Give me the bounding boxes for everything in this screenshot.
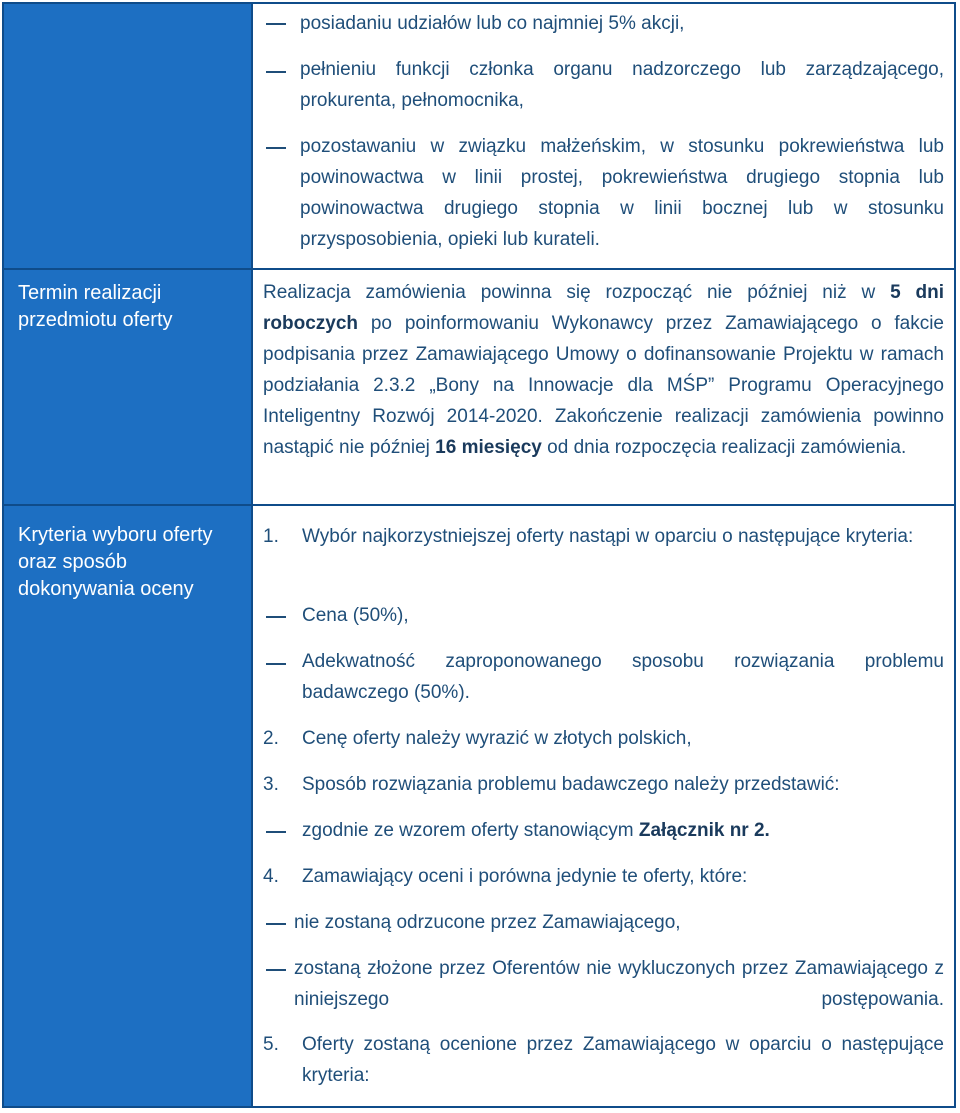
sub-item-text: Cena (50%),: [302, 605, 409, 626]
dash-bullet: [266, 969, 286, 971]
item-number: 5.: [263, 1034, 279, 1055]
item-number: 1.: [263, 526, 279, 547]
item-3-sub-text: zgodnie ze wzorem oferty stanowiącym: [302, 820, 639, 841]
item-text: Oferty zostaną ocenione przez Zamawiającego w oparciu o następujące kryteria:: [302, 1034, 944, 1086]
bullet-text: pozostawaniu w związku małżeńskim, w stosunku pokrewieństwa lub powinowactwa w linii prostej, pokrewieństwa drugiego stopnia lub powinowactwa drugiego stopnia w linii bocznej lub w stosunku przysposobienia, opieki lub kurateli.: [300, 136, 944, 250]
sub-item-text: zostaną złożone przez Oferentów nie wykluczonych przez Zamawiającego z niniejszego postępowania.: [294, 958, 944, 1010]
item-number: 3.: [263, 774, 279, 795]
termin-text-1: Realizacja zamówienia powinna się rozpocząć nie później niż w: [263, 282, 891, 303]
column-divider: [251, 4, 253, 1106]
sub-item-text: [302, 815, 944, 846]
dash-bullet: [266, 23, 286, 25]
termin-paragraph: [263, 277, 944, 463]
dash-bullet: [266, 147, 286, 149]
requirements-table: [2, 2, 956, 1108]
dash-bullet: [266, 71, 286, 73]
attachment-reference: Załącznik nr 2.: [638, 820, 770, 841]
kryteria-label: Kryteria wyboru oferty oraz sposób dokonywania oceny: [18, 524, 213, 600]
termin-bold-months: 16 miesięcy: [435, 437, 542, 458]
item-2-comma: ,: [686, 728, 692, 749]
dash-bullet: [266, 616, 286, 618]
item-2-text: Cenę oferty należy wyrazić w złotych polskich: [302, 728, 687, 749]
row-divider-1: [4, 268, 954, 270]
item-text: Wybór najkorzystniejszej oferty nastąpi w oparciu o następujące kryteria:: [302, 526, 914, 547]
item-text: [302, 723, 944, 754]
item-number: 2.: [263, 728, 279, 749]
sub-item-text: Adekwatność zaproponowanego sposobu rozwiązania problemu badawczego (50%).: [302, 651, 944, 703]
sub-item-text: nie zostaną odrzucone przez Zamawiającego,: [294, 912, 681, 933]
termin-text-2: po poinformowaniu Wykonawcy przez Zamawiającego o fakcie podpisania przez Zamawiającego Umowy o dofinansowanie Projektu w ramach podziałania 2.3.2 „Bony na Innowacje dla MŚP” Programu Operacyjnego Inteligentny Rozwój 2014-2020. Zakończenie realizacji zamówienia powinno nastąpić nie później: [263, 313, 944, 458]
item-text: Zamawiający oceni i porówna jedynie te oferty, które:: [302, 866, 748, 887]
item-number: 4.: [263, 866, 279, 887]
termin-label: Termin realizacji przedmiotu oferty: [18, 282, 173, 331]
termin-text-3: od dnia rozpoczęcia realizacji zamówienia.: [541, 437, 907, 458]
bullet-text: pełnieniu funkcji członka organu nadzorczego lub zarządzającego, prokurenta, pełnomocnika,: [300, 59, 944, 111]
termin-bold-days: 5 dni roboczych: [263, 282, 944, 334]
dash-bullet: [266, 831, 286, 833]
row-divider-2: [4, 504, 954, 506]
bullet-text: posiadaniu udziałów lub co najmniej 5% akcji,: [300, 13, 685, 34]
dash-bullet: [266, 663, 286, 665]
item-text: Sposób rozwiązania problemu badawczego należy przedstawić:: [302, 774, 840, 795]
dash-bullet: [266, 923, 286, 925]
